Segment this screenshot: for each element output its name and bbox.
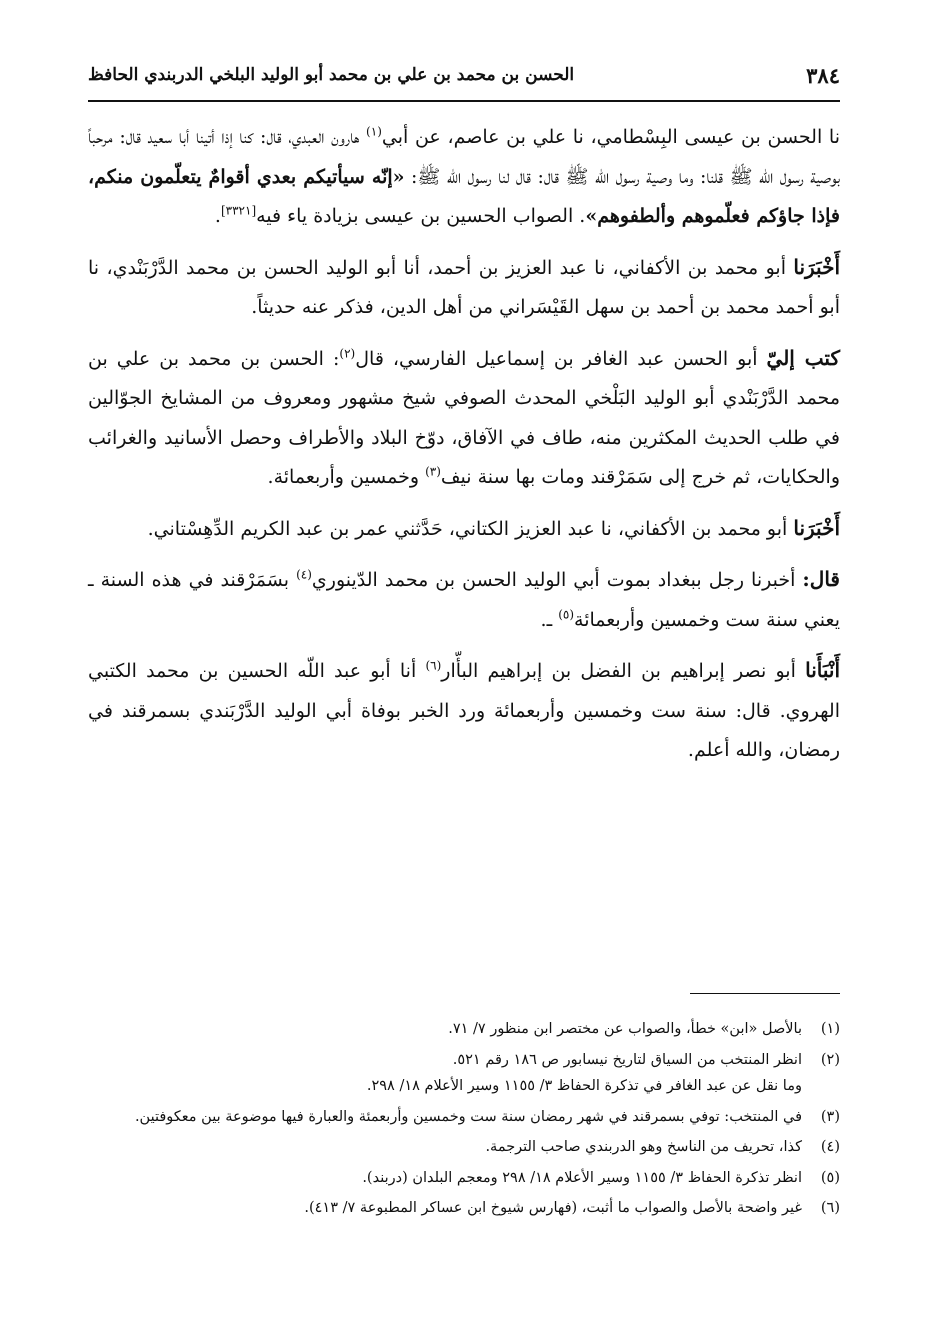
- footnote-number: (٤): [820, 1139, 840, 1155]
- footnote-5: [88, 1165, 840, 1192]
- footnote-text: في المنتخب: توفي بسمرقند في شهر رمضان سنة ست وخمسين وأربعمئة والعبارة فيها موضوعة بين معكوفتين.: [134, 1108, 802, 1125]
- footnote-rule: [690, 993, 840, 994]
- running-title: الحسن بن محمد بن علي بن محمد أبو الوليد البلخي الدربندي الحافظ: [88, 65, 575, 85]
- footnote-ref-2: (٢): [339, 346, 356, 361]
- paragraph-5: قال: أخبرنا رجل ببغداد بموت أبي الوليد الحسن بن محمد الدّينوري$^{(٤)}$ بسَمَرْقند في هذه السنة ـ يعني سنة ست وخمسين وأربعمائة$^{(٥)}$ ـ.: [88, 567, 840, 631]
- header-rule: [88, 100, 840, 102]
- hadith-number: [٣٣٢١]: [220, 203, 257, 218]
- paragraph-1: نا الحسن بن عيسى البِسْطامي، نا علي بن عاصم، عن أبي$^{(١)}$ هارون العبدي، قال: كنا إذا أتينا أبا سعيد قال: مرحباً بوصية رسول الله ﷺ قلنا: وما وصية رسول الله ﷺ قال: قال لنا رسول الله ﷺ: «إنّه سيأتيكم بعدي أقوامٌ يتعلّمون منكم، فإذا جاؤكم فعلّموهم وألطفوهم». الصواب الحسين بن عيسى بزيادة ياء فيه[٣٣٢١].: [88, 124, 840, 227]
- footnote-text: بالأصل «ابن» خطأ، والصواب عن مختصر ابن منظور ٧/ ٧١.: [448, 1021, 802, 1037]
- footnotes: [88, 1016, 840, 1222]
- footnote-number: (٦): [820, 1200, 840, 1216]
- main-text: [88, 118, 840, 782]
- footnote-ref-6: (٦): [425, 658, 442, 673]
- footnote-ref-1: (١): [366, 124, 382, 139]
- lead-word: أَنْبَأَنا: [805, 658, 841, 682]
- lead-word: كتب إليّ: [766, 345, 840, 370]
- paragraph-3: كتب إليّ أبو الحسن عبد الغافر بن إسماعيل الفارسي، قال$^{(٢)}$: الحسن بن محمد بن علي بن محمد الدَّرْبَنْدي أبو الوليد البَلْخي المحدث الصوفي شيخ مشهور ومعروف من المشايخ الجوّالين في طلب الحديث المكثرين منه، طاف في الآفاق، دوّخ البلاد والأطراف وحصل الأسانيد والغرائب والحكايات، ثم خرج إلى سَمَرْقند ومات بها سنة نيف$^{(٣)}$ وخمسين وأربعمائة.: [88, 345, 840, 488]
- paragraph-2: أَخْبَرَنا أبو محمد بن الأكفاني، نا عبد العزيز بن أحمد، أنا أبو الوليد الحسن بن محمد الدَّرْبَنْدي، نا أبو أحمد محمد بن أحمد بن سهل القَيْسَراني من أهل الدين، فذكر عنه حديثاً.: [88, 254, 840, 318]
- paragraph-6: أَنْبَأَنا أبو نصر إبراهيم بن الفضل بن إبراهيم البأّار$^{(٦)}$ أنا أبو عبد اللّه الحسين بن محمد الكتبي الهروي. قال: سنة ست وخمسين وأربعمائة ورد الخبر بوفاة أبي الوليد الدَّرْبَندي بسمرقند في رمضان، والله أعلم.: [88, 658, 841, 761]
- paragraph-4: أَخْبَرَنا أبو محمد بن الأكفاني، نا عبد العزيز الكتاني، حَدَّثني عمر بن عبد الكريم الدِّهِسْتاني.: [147, 515, 840, 540]
- footnote-number: (٣): [820, 1108, 840, 1125]
- page-number: ٣٨٤: [806, 62, 840, 88]
- footnote-text: كذا، تحريف من الناسخ وهو الدربندي صاحب الترجمة.: [485, 1139, 802, 1155]
- footnote-ref-4: (٤): [296, 567, 312, 582]
- footnote-6: [88, 1195, 840, 1222]
- lead-word: أَخْبَرَنا: [793, 515, 840, 540]
- footnote-text: انظر المنتخب من السياق لتاريخ نيسابور ص ١٨٦ رقم ٥٢١.: [452, 1051, 802, 1068]
- lead-word: أَخْبَرَنا: [793, 254, 840, 279]
- footnote-number: (٢): [820, 1051, 840, 1068]
- footnote-number: (٥): [820, 1169, 840, 1186]
- footnote-text: وما نقل عن عبد الغافر في تذكرة الحفاظ ٣/ ١١٥٥ وسير الأعلام ١٨/ ٢٩٨.: [366, 1078, 802, 1094]
- footnote-2: [88, 1047, 840, 1100]
- hadith-quote: «إنّه سيأتيكم بعدي أقوامٌ يتعلّمون منكم، فإذا جاؤكم فعلّموهم وألطفوهم»: [88, 165, 840, 227]
- footnote-3: [88, 1104, 840, 1131]
- footnote-1: [88, 1016, 840, 1043]
- footnote-number: (١): [820, 1021, 840, 1037]
- footnote-4: [88, 1134, 840, 1161]
- lead-word: قال:: [802, 567, 840, 591]
- footnote-ref-3: (٣): [425, 464, 441, 479]
- footnote-text: غير واضحة بالأصل والصواب ما أثبت، (فهارس شيوخ ابن عساكر المطبوعة ٧/ ٤١٣).: [304, 1200, 802, 1216]
- footnote-ref-5: (٥): [558, 607, 575, 622]
- page-header: [88, 58, 840, 92]
- footnote-text: انظر تذكرة الحفاظ ٣/ ١١٥٥ وسير الأعلام ١٨/ ٢٩٨ ومعجم البلدان (دربند).: [362, 1169, 802, 1186]
